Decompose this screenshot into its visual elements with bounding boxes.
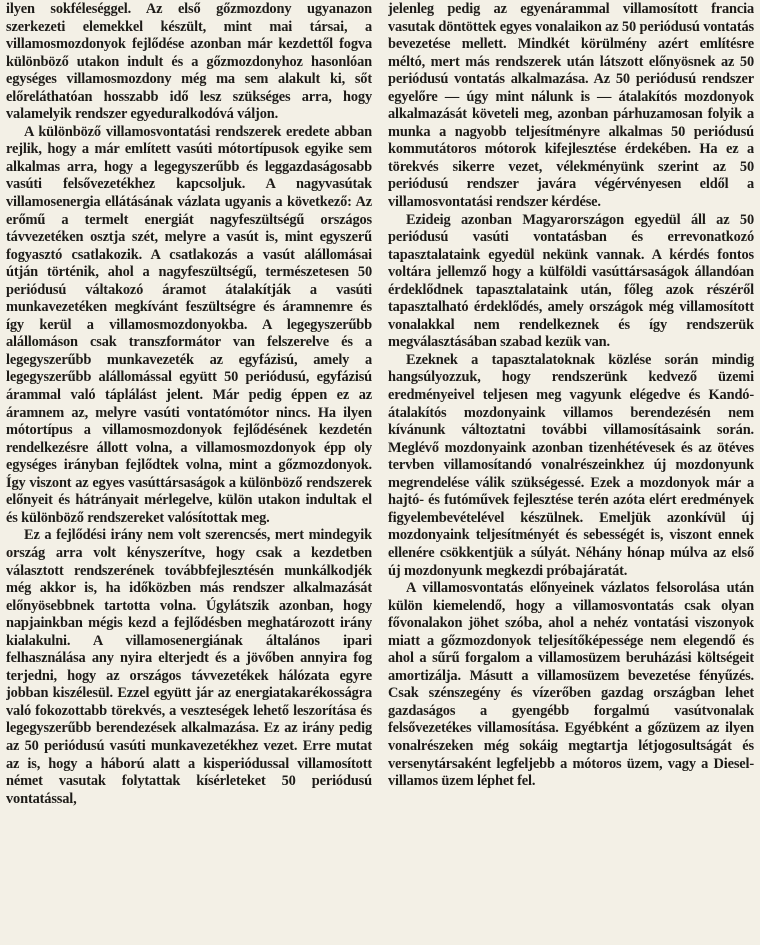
paragraph: A villamosvontatás előnyeinek vázlatos felsorolása után külön kiemelendő, hogy a villamosvontatás csak olyan fővonalakon jöhet szóba, ahol a nehéz vontatási viszonyok miatt a gőzmozdonyok teljesítőképessége nem elegendő és ahol a sűrű forgalom a villamosüzem beruházási költségeit amortizálja. Másutt a villamosüzem bevezetése fényűzés. Csak szénszegény és vízerőben gazdag országban lehet gazdaságos a gyengébb forgalmú vasútvonalak felsővezetékes villamosítása. Egyébként a gőzüzem az ilyen vonalrészeken még sokáig megtartja létjogosultságát és versenytársaként legfeljebb a mótoros üzem, vagy a Diesel-villamos üzem léphet fel. [388, 580, 754, 790]
paragraph: Ezideig azonban Magyarországon egyedül áll az 50 periódusú vasúti vontatásban és errevonatkozó tapasztalataink egyedül nekünk vannak. A kérdés fontos voltára jellemző hogy a külföldi vasúttársaságok állandóan érdeklődnek tapasztalataink után, főleg azok részéről tapasztalható érdeklődés, amely országok még villamosított vonalakkal nem rendelkeznek és így rendszerük megválasztásában szabad kezük van. [388, 211, 754, 351]
paragraph: Ez a fejlődési irány nem volt szerencsés, mert mindegyik ország arra volt kényszerítve, hogy csak a kezdetben választott rendszerének továbbfejlesztésén munkálkodjék még akkor is, ha időközben más rendszer alkalmazását előnyösebbnek tartotta volna. Úgylátszik azonban, hogy napjainkban mégis kezd a fejlődésben meghatározott irány kialakulni. A villamosenergiának általános ipari felhasználása any nyira elterjedt és a jövőben annyira fog terjedni, hogy az országos távvezetékek hálózata egyre jobban kiszélesül. Ezzel együtt jár az energiatakarékosságra való fokozottabb törekvés, a veszteségek lehető leszorítása és legegyszerűbb berendezések alkalmazása. Ez az irány pedig az 50 periódusú vasúti munkavezetékhez vezet. Erre mutat az is, hogy a háború alatt a kisperiódussal villamosított német vasutak folytattak kísérleteket 50 periódusú vontatással, [6, 527, 372, 807]
right-column [388, 1, 754, 945]
paragraph: jelenleg pedig az egyenárammal villamosított francia vasutak döntöttek egyes vonalaikon az 50 periódusú vontatás bevezetése mellett. Mindkét körülmény azért említésre méltó, mert más rendszerek után látszott előnyösnek az 50 periódusú vontatás alkalmazása. Az 50 periódusú rendszer egyelőre — úgy mint nálunk is — átalakítós mozdonyok alkalmazását követeli meg, azonban párhuzamosan folyik a munka a nagyobb teljesítményre alkalmas 50 periódusú kommutátoros mótorok kifejlesztése érdekében. Ha ez a törekvés sikerre vezet, vélekményünk szerint az 50 periódusú rendszer javára végérvényesen eldől a villamosvontatási rendszer kérdése. [388, 1, 754, 211]
paragraph: Ezeknek a tapasztalatoknak közlése során mindig hangsúlyozzuk, hogy rendszerünk kedvező üzemi eredményeivel teljesen meg vagyunk elégedve és Kandó-átalakítós mozdonyaink villamos berendezésén nem kívánunk változtatni további villamosításaink során. Meglévő mozdonyaink azonban tizenhétévesek és az ötéves tervben villamosítandó vonalrészeinkhez új mozdonyunk megrendelése válik szükségessé. Ezek a mozdonyok már a hajtó- és futóművek fejlesztése terén azóta elért eredmények figyelembevételével készülnek. Emeljük azonkívül új mozdonyaink teljesítményét és sebességét is, viszont ennek ellenére csökkentjük a súlyát. Néhány hónap múlva az első új mozdonyunk megkezdi próbajáratát. [388, 351, 754, 579]
left-column [6, 1, 372, 945]
paragraph: A különböző villamosvontatási rendszerek eredete abban rejlik, hogy a már említett vasúti mótortípusok egyike sem alkalmas arra, hogy a legegyszerűbb és leggazdaságosabb vasúti felsővezetékhez kapcsoljuk. A nagyvasútak villamosenergia ellátásának vázlata ugyanis a következő: Az erőmű a termelt energiát nagyfeszültségű országos távvezetéken osztja szét, melyre a vasút is, mint egyszerű fogyasztó csatlakozik. A csatlakozás a vasút alállomásai útján történik, ahol a nagyfeszültségű, természetesen 50 periódusú váltakozó áramot átalakítják a vasúti munkavezetéken megkívánt feszültségre és áramnemre és így kerül a villamosmozdonyokba. A legegyszerűbb alállomáson csak transzformátor van felszerelve és a legegyszerűbb munkavezeték az egyfázisú, amely a legegyszerűbb alállomással együtt 50 periódusú, egyfázisú árammal való táplálást jelent. Már pedig éppen ez az áramnem az, melyre vasúti vontatómótor nincs. Ha ilyen mótortípus a villamosmozdonyok fejlődésének kezdetén rendelkezésre állott volna, a villamosmozdonyok épp oly egységes irányban fejlődtek volna, mint a gőzmozdonyok. Így viszont az egyes vasúttársaságok a különböző rendszerek előnyeit és hátrányait mérlegelve, külön utakon indultak el és különböző rendszereket valósítottak meg. [6, 123, 372, 526]
paragraph: ilyen sokféleséggel. Az első gőzmozdony ugyanazon szerkezeti elemekkel készült, mint mai társai, a villamosmozdonyok fejlődése azonban már kezdettől fogva különböző utakon indult és a gőzmozdonyhoz hasonlóan egységes villamosmozdony még ma sem alakult ki, sőt előreláthatóan hosszabb idő lesz szükséges arra, hogy valamelyik rendszer egyeduralkodóvá váljon. [6, 1, 372, 123]
